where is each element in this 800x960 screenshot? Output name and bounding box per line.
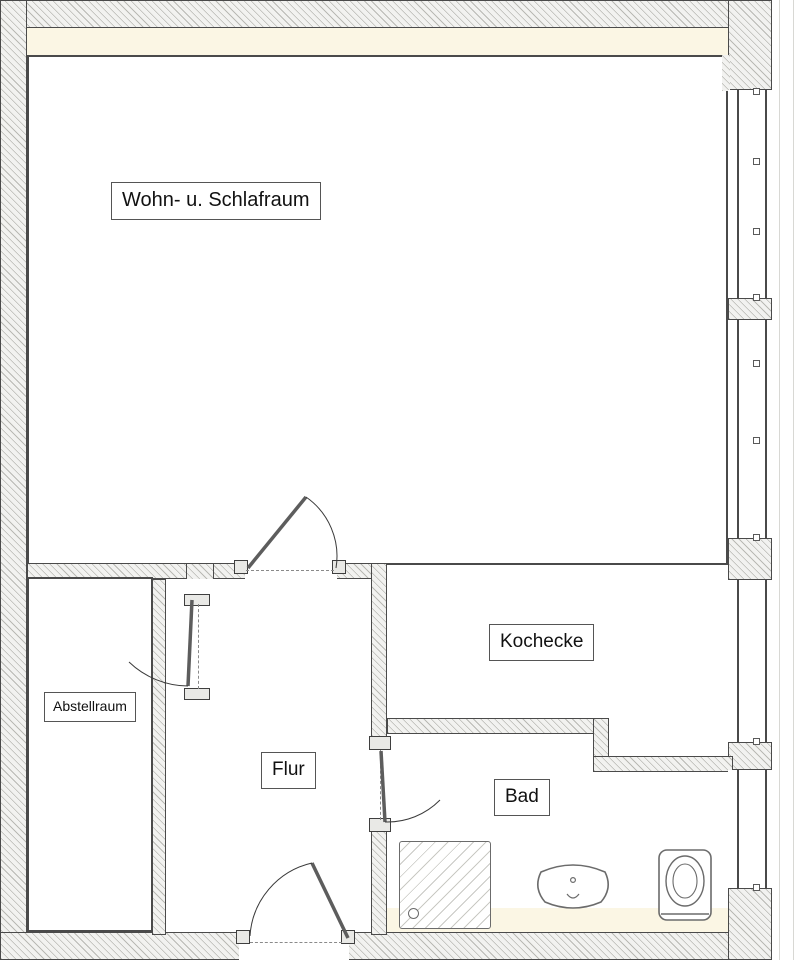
wall-pier-east-2	[728, 538, 772, 580]
wall-exterior-right-top	[728, 0, 772, 90]
room-label-living: Wohn- u. Schlafraum	[111, 182, 321, 220]
sheet-margin-rule-1	[779, 0, 780, 960]
window-east-mid-tick-3	[753, 534, 760, 541]
room-label-bath: Bad	[494, 779, 550, 816]
door-living-hall-swing	[240, 495, 345, 570]
wall-interior-kitchen-south-a	[387, 718, 609, 734]
shower-drain-icon	[408, 908, 419, 919]
window-east-upper-pane-inner	[737, 90, 739, 298]
window-east-mid-pane-outer	[765, 320, 767, 538]
sheet-margin-rule-2	[793, 0, 794, 960]
wall-notch-top-right	[722, 55, 730, 91]
wall-exterior-bottom	[0, 932, 772, 960]
washbasin	[531, 858, 615, 920]
window-east-upper-tick-1	[753, 88, 760, 95]
window-east-mid-pane-inner	[737, 320, 739, 538]
wall-exterior-top	[0, 0, 772, 28]
wall-exterior-left	[0, 0, 27, 960]
toilet	[655, 848, 715, 928]
room-label-kitchen: Kochecke	[489, 624, 594, 661]
sheet-margin-right	[772, 0, 800, 960]
door-entrance-swing	[245, 860, 360, 940]
accent-band-top	[27, 28, 728, 55]
window-east-bath-pane-inner	[737, 770, 739, 888]
door-entrance-threshold	[250, 942, 342, 943]
window-east-bath-pane-outer	[765, 770, 767, 888]
window-east-upper-tick-3	[753, 228, 760, 235]
room-label-hall: Flur	[261, 752, 316, 789]
door-living-hall-threshold	[246, 570, 334, 571]
wall-exterior-right-bottom	[728, 888, 772, 960]
window-east-lower-pane-outer	[765, 580, 767, 742]
window-east-mid-tick-2	[753, 437, 760, 444]
window-east-upper-tick-2	[753, 158, 760, 165]
wall-pier-east-1	[728, 298, 772, 320]
window-east-lower-tick-1	[753, 738, 760, 745]
wall-pier-east-3	[728, 742, 772, 770]
window-east-bath-tick-1	[753, 884, 760, 891]
window-east-upper-pane-outer	[765, 90, 767, 298]
window-east-lower-pane-inner	[737, 580, 739, 742]
window-east-upper-tick-4	[753, 294, 760, 301]
door-hall-bath-swing	[378, 748, 450, 828]
room-label-storage: Abstellraum	[44, 692, 136, 722]
door-storage-hall-swing	[125, 598, 205, 693]
wall-interior-kitchen-south-b	[593, 756, 733, 772]
living-floor	[29, 57, 726, 563]
window-east-mid-tick-1	[753, 360, 760, 367]
